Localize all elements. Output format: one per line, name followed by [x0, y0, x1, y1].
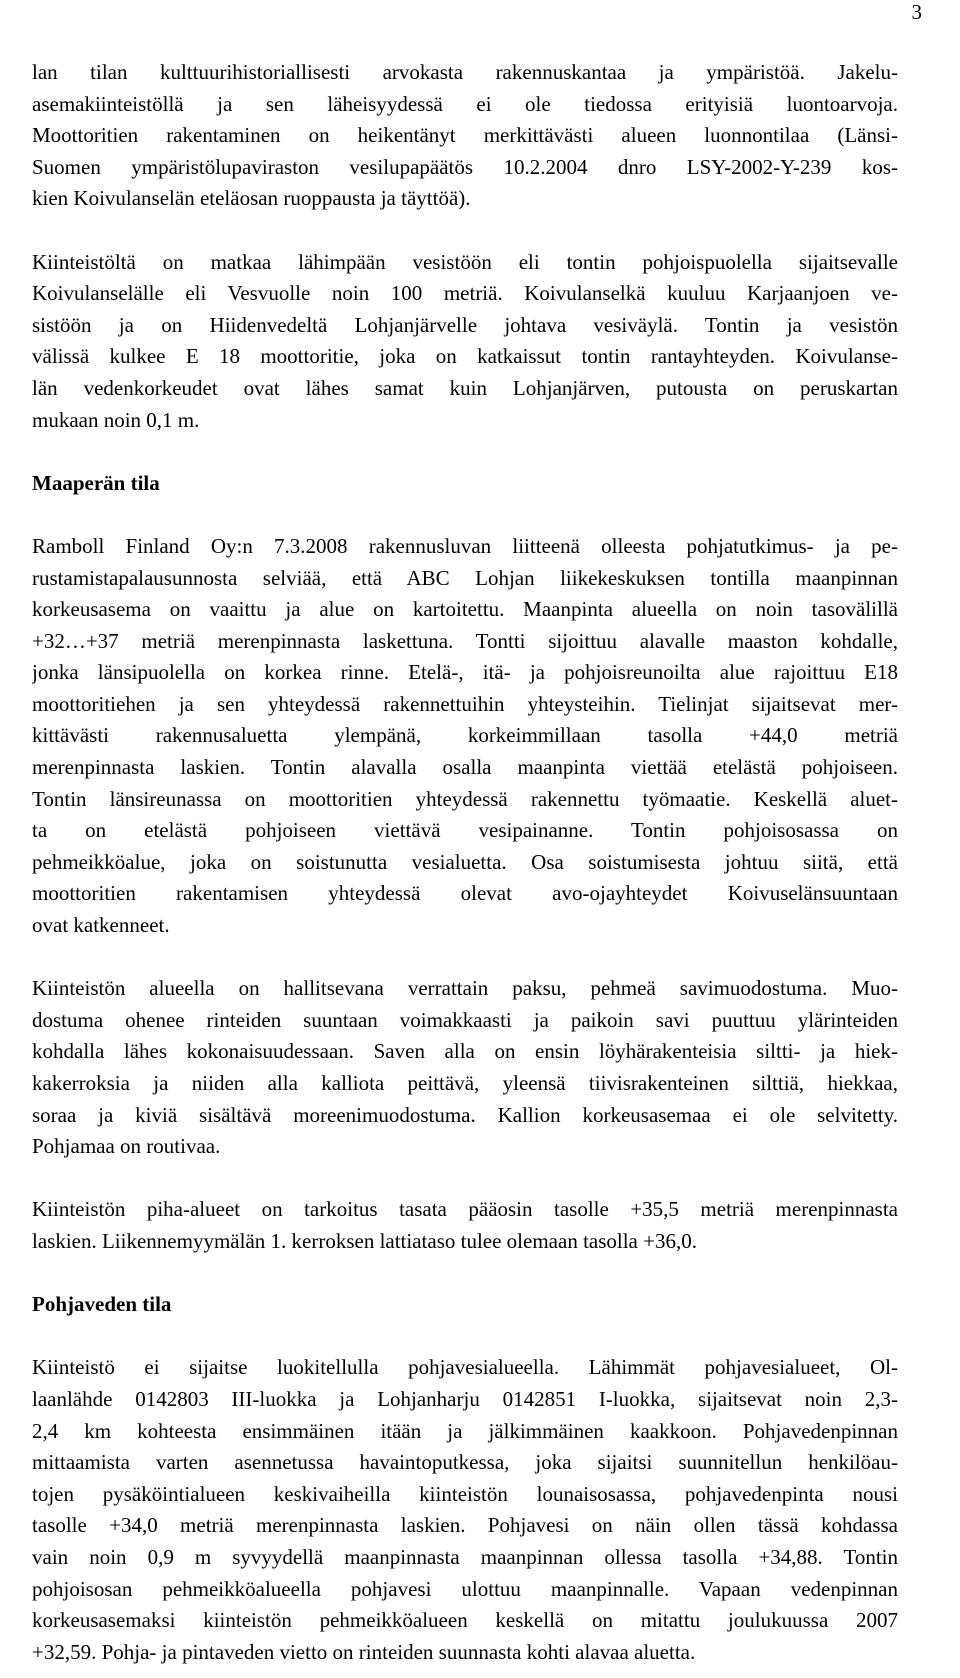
text-line: pehmeikköalue, joka on soistunutta vesialuetta. Osa soistumisesta johtuu siitä, että — [32, 849, 898, 874]
text-line: kien Koivulanselän eteläosan ruoppausta ja täyttöä). — [32, 186, 471, 211]
text-line: sistöön ja on Hiidenvedeltä Lohjanjärvelle johtava vesiväylä. Tontin ja vesistön — [32, 312, 898, 337]
page-number: 3 — [911, 0, 922, 24]
paragraph — [32, 57, 898, 215]
document-body — [32, 57, 898, 1668]
text-line: kohdalla lähes kokonaisuudessaan. Saven alla on ensin löyhärakenteisia siltti- ja hiek- — [32, 1039, 898, 1064]
text-line: Pohjamaa on routivaa. — [32, 1134, 221, 1159]
text-line: Moottoritien rakentaminen on heikentänyt merkittävästi alueen luonnontilaa (Länsi- — [32, 123, 898, 148]
text-line: soraa ja kiviä sisältävä moreenimuodostuma. Kallion korkeusasemaa ei ole selvitetty. — [32, 1102, 898, 1127]
text-line: Kiinteistön alueella on hallitsevana verrattain paksu, pehmeä savimuodostuma. Muo- — [32, 976, 898, 1001]
text-line: rustamistapalausunnosta selviää, että ABC Lohjan liikekeskuksen tontilla maanpinnan — [32, 565, 898, 590]
text-line: tasolle +34,0 metriä merenpinnasta laskien. Pohjavesi on näin ollen tässä kohdassa — [32, 1513, 898, 1538]
paragraph — [32, 247, 898, 437]
text-line: moottoritiehen ja sen yhteydessä rakennettuihin yhteysteihin. Tielinjat sijaitsevat mer- — [32, 691, 898, 716]
paragraph-gap — [32, 499, 898, 531]
text-line: Kiinteistön piha-alueet on tarkoitus tasata pääosin tasolle +35,5 metriä merenpinnasta — [32, 1197, 898, 1222]
text-line: korkeusasemaksi kiinteistön pehmeikköalueen keskellä on mitattu joulukuussa 2007 — [32, 1608, 898, 1633]
paragraph-gap — [32, 436, 898, 468]
text-line: mittaamista varten asennetussa havaintoputkessa, joka sijaitsi suunnitellun henkilöau- — [32, 1450, 898, 1475]
paragraph-gap — [32, 1321, 898, 1353]
text-line: mukaan noin 0,1 m. — [32, 407, 200, 432]
text-line: jonka länsipuolella on korkea rinne. Etelä-, itä- ja pohjoisreunoilta alue rajoittuu E18 — [32, 660, 898, 685]
text-line: laskien. Liikennemyymälän 1. kerroksen lattiataso tulee olemaan tasolla +36,0. — [32, 1228, 697, 1253]
text-line: kakerroksia ja niiden alla kalliota peittävä, yleensä tiivisrakenteinen silttiä, hiekkaa, — [32, 1071, 898, 1095]
text-line: merenpinnasta laskien. Tontin alavalla osalla maanpinta viettää etelästä pohjoiseen. — [32, 755, 898, 780]
paragraph — [32, 531, 898, 942]
text-line: kittävästi rakennusaluetta ylempänä, korkeimmillaan tasolla +44,0 metriä — [32, 723, 898, 748]
text-line: ta on etelästä pohjoiseen viettävä vesipainanne. Tontin pohjoisosassa on — [32, 818, 898, 843]
paragraph-gap — [32, 1163, 898, 1195]
text-line: dostuma ohenee rinteiden suuntaan voimakkaasti ja paikoin savi puuttuu ylärinteiden — [32, 1007, 898, 1032]
text-line: moottoritien rakentamisen yhteydessä olevat avo-ojayhteydet Koivuselänsuuntaan — [32, 881, 898, 906]
text-line: pohjoisosan pehmeikköalueella pohjavesi ulottuu maanpinnalle. Vapaan vedenpinnan — [32, 1576, 898, 1601]
paragraph — [32, 1352, 898, 1668]
paragraph-gap — [32, 1258, 898, 1290]
text-line: Tontin länsireunassa on moottoritien yhteydessä rakennettu työmaatie. Keskellä aluet- — [32, 786, 898, 811]
text-line: +32,59. Pohja- ja pintaveden vietto on rinteiden suunnasta kohti alavaa aluetta. — [32, 1639, 696, 1664]
text-line: Suomen ympäristölupaviraston vesilupapäätös 10.2.2004 dnro LSY-2002-Y-239 kos- — [32, 154, 898, 179]
section-heading: Pohjaveden tila — [32, 1292, 172, 1317]
text-line: Kiinteistöltä on matkaa lähimpään vesistöön eli tontin pohjoispuolella sijaitsevalle — [32, 249, 898, 274]
text-line: ovat katkenneet. — [32, 913, 170, 938]
paragraph-gap — [32, 215, 898, 247]
text-line: +32…+37 metriä merenpinnasta laskettuna. Tontti sijoittuu alavalle maaston kohdalle, — [32, 628, 898, 653]
paragraph-gap — [32, 942, 898, 974]
text-line: välissä kulkee E 18 moottoritie, joka on katkaissut tontin rantayhteyden. Koivulanse- — [32, 344, 898, 369]
text-line: vain noin 0,9 m syvyydellä maanpinnasta maanpinnan ollessa tasolla +34,88. Tontin — [32, 1544, 898, 1569]
paragraph — [32, 1194, 898, 1257]
text-line: Koivulanselälle eli Vesvuolle noin 100 metriä. Koivulanselkä kuuluu Karjaanjoen ve- — [32, 281, 898, 306]
text-line: asemakiinteistöllä ja sen läheisyydessä ei ole tiedossa erityisiä luontoarvoja. — [32, 91, 898, 116]
text-line: Kiinteistö ei sijaitse luokitellulla pohjavesialueella. Lähimmät pohjavesialueet, Ol- — [32, 1355, 898, 1380]
text-line: laanlähde 0142803 III-luokka ja Lohjanharju 0142851 I-luokka, sijaitsevat noin 2,3- — [32, 1386, 898, 1411]
section-heading: Maaperän tila — [32, 470, 160, 495]
text-line: korkeusasema on vaaittu ja alue on kartoitettu. Maanpinta alueella on noin tasovälillä — [32, 597, 898, 622]
text-line: län vedenkorkeudet ovat lähes samat kuin Lohjanjärven, putousta on peruskartan — [32, 375, 898, 400]
text-line: tojen pysäköintialueen keskivaiheilla kiinteistön lounaisosassa, pohjavedenpinta nousi — [32, 1481, 898, 1506]
text-line: 2,4 km kohteesta ensimmäinen itään ja jälkimmäinen kaakkoon. Pohjavedenpinnan — [32, 1418, 898, 1443]
paragraph — [32, 973, 898, 1163]
text-line: Ramboll Finland Oy:n 7.3.2008 rakennusluvan liitteenä olleesta pohjatutkimus- ja pe- — [32, 533, 898, 558]
text-line: lan tilan kulttuurihistoriallisesti arvokasta rakennuskantaa ja ympäristöä. Jakelu- — [32, 60, 898, 84]
